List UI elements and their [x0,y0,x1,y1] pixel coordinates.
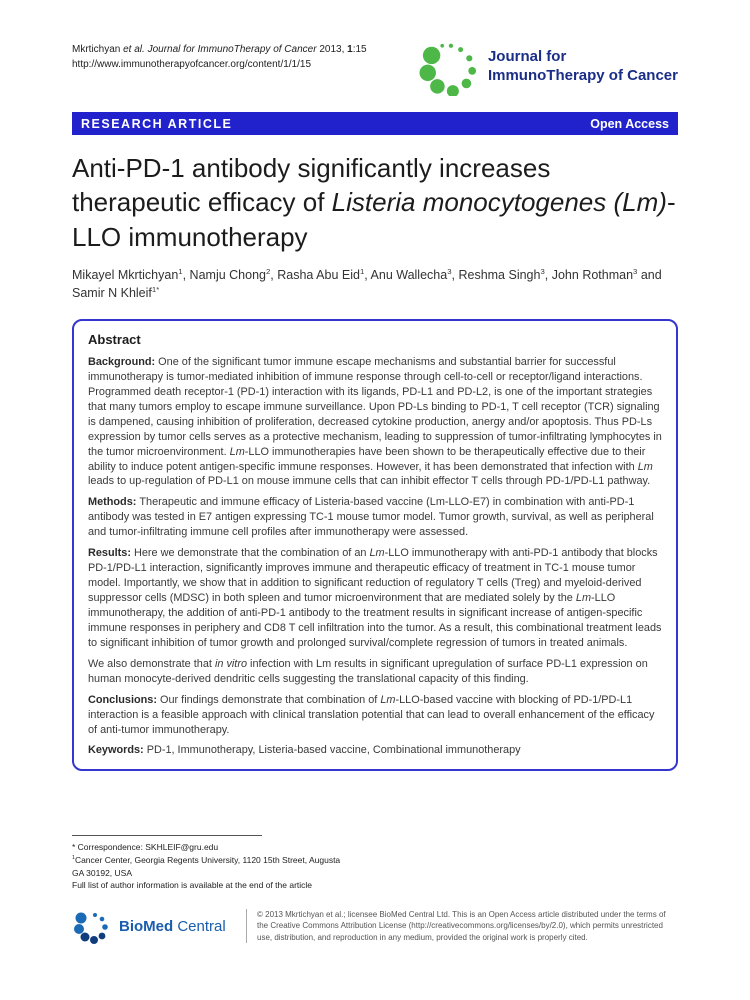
biomed-central-dots-icon [72,906,112,946]
affiliation-line-2: GA 30192, USA [72,867,133,878]
affiliation-line-1: $^1$Cancer Center, Georgia Regents University, 1120 15th Street, Augusta [72,854,341,865]
section-label: Keywords: [88,744,144,757]
author: Anu Wallecha$^3$, [370,266,459,282]
section-label: Methods: [88,496,137,509]
abstract-section-background [88,355,662,489]
journal-logo [418,38,678,96]
journal-name-line1: Journal for [487,48,567,66]
abstract-section-results-2 [88,657,662,687]
biomed-central-wordmark: BioMed Central [119,917,226,935]
article-url[interactable]: http://www.immunotherapyofcancer.org/content/1/1/15 [72,59,312,70]
journal-name-line2: ImmunoTherapy of Cancer [487,67,678,84]
author: John Rothman$^3$ [551,266,638,282]
abstract-section-methods [88,495,662,540]
footnotes [72,841,678,892]
article-type-banner [72,112,678,135]
abstract-section-results [88,546,662,651]
open-access-label: Open Access [590,116,669,131]
abstract-section-conclusions [88,693,662,738]
section-text: Therapeutic and immune efficacy of Listeria-based vaccine (Lm-LLO-E7) in combination with anti-PD-1 antibody was tested in E7 antigen expressing TC-1 mouse tumor model. Tumor growth, survival, as well as peripheral and tumor-infiltrating immune cell profiles after immunotherapy were assessed. [88,496,654,539]
footnote-divider [72,835,262,836]
page-header [72,38,678,96]
author: Namju Chong$^2$, [189,266,278,282]
section-text: Here we demonstrate that the combination of an Lm-LLO immunotherapy with anti-PD-1 antibody that blocks PD-1/PD-L1 interaction, significantly improves immune and therapeutic efficacy of treatment in TC-1 mouse tumor model. Importantly, we show that in addition to significant reduction of regulatory T cells (Treg) and myeloid-derived suppressor cells (MDSC) in both spleen and tumor microenvironment that are mediated solely by the Lm-LLO immunotherapy, the addition of anti-PD-1 antibody to the treatment results in significant increase of antigen-specific immune responses in periphery and CD8 T cell infiltration into the tumor. As a result, this combinational treatment leads to significant inhibition of tumor growth and prolonged survival/complete regression of tumors in treated animals. [88,547,662,649]
keywords-text: PD-1, Immunotherapy, Listeria-based vaccine, Combinational immunotherapy [146,744,521,757]
journal-logo-dots-icon [418,38,480,96]
article-title: Anti-PD-1 antibody significantly increases therapeutic efficacy of Listeria monocytogenes (Lm)-LLO immunotherapy [72,153,676,252]
section-text: We also demonstrate that in vitro infection with Lm results in significant upregulation of surface PD-L1 expression on human monocyte-derived dendritic cells suggesting the translational capacity of this finding. [88,657,648,685]
research-article-label: RESEARCH ARTICLE [81,116,233,131]
author: Mikayel Mkrtichyan$^1$, [72,266,190,282]
page-bottom [72,835,678,946]
section-text: One of the significant tumor immune escape mechanisms and substantial barrier for successful immunotherapy is tumor-mediated inhibition of immune response through cell-to-cell or receptor/ligand interactions. Programmed death receptor-1 (PD-1) interaction with its ligands, PD-L1 and PD-L2, is one of the important strategies that many tumors employ to escape immune surveillance. Upon PD-Ls binding to PD-1, T cell receptor (TCR) signaling is dampened, causing inhibition of proliferation, decreased cytokine production, anergy and/or apoptosis. Thus PD-Ls expression by tumor cells serves as a protective mechanism, leading to suppression of tumor-infiltrating lymphocytes in the tumor microenvironment. Lm-LLO immunotherapies have been shown to be therapeutically effective due to their ability to induce potent antigen-specific immune responses. However, it has been demonstrated that infection with Lm leads to up-regulation of PD-L1 on mouse immune cells that can inhibit effector T cells through PD-1/PD-L1 pathway. [88,355,662,488]
journal-logo-text [488,48,678,86]
abstract-heading: Abstract [88,332,141,348]
abstract-box [72,319,678,771]
author: and Samir N Khleif$^{1*}$ [72,267,662,301]
section-label: Conclusions: [88,693,157,706]
correspondence-line: * Correspondence: SKHLEIF@gru.edu [72,842,219,852]
abstract-keywords [88,743,662,758]
section-label: Background: [88,355,156,368]
author: Reshma Singh$^3$, [458,266,552,282]
biomed-central-logo [72,906,240,946]
section-label: Results: [88,547,131,560]
correspondence-email[interactable]: SKHLEIF@gru.edu [145,842,219,852]
copyright-notice: © 2013 Mkrtichyan et al.; licensee BioMed Central Ltd. This is an Open Access article distributed under the terms of the Creative Commons Attribution License (http://creativecommons.org/licenses/by/2.0), which permits unrestricted use, distribution, and reproduction in any medium, provided the original work is properly cited. [246,909,678,943]
full-list-note: Full list of author information is available at the end of the article [72,880,313,891]
publisher-footer [72,906,678,946]
author: Rasha Abu Eid$^1$, [277,266,371,282]
citation-block [72,38,367,72]
citation-line: Mkrtichyan et al. Journal for ImmunoTherapy of Cancer 2013, 1:15 [72,44,367,55]
author-list [72,266,678,302]
section-text: Our findings demonstrate that combination of Lm-LLO-based vaccine with blocking of PD-1/PD-L1 interaction is a feasible approach with clinical translation potential that can lead to overall enhancement of the efficacy of anti-tumor immunotherapy. [88,693,655,736]
